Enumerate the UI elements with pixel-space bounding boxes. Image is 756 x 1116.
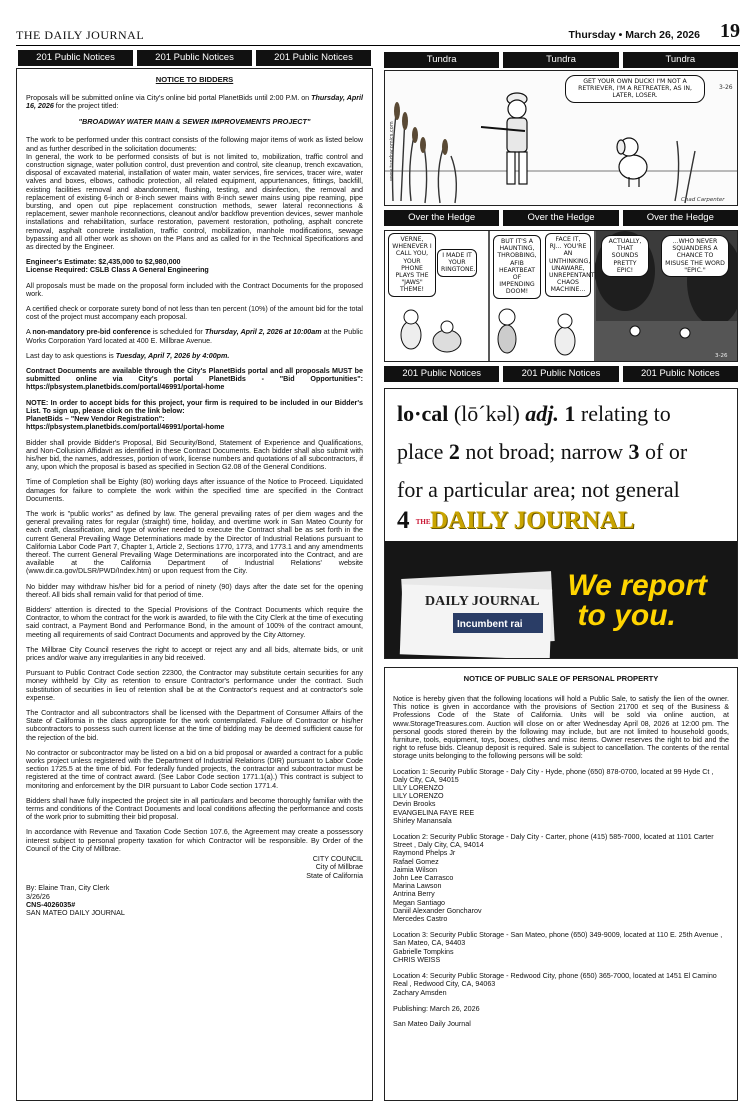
paragraph: The work to be performed under this contract consists of the following major items of work as listed below and as further described in the solicitation documents: bbox=[26, 136, 363, 153]
tenant-name: Marina Lawson bbox=[393, 882, 442, 891]
tundra-website: www.tundracomics.com bbox=[389, 121, 395, 181]
tenant-name: Jaimia Wilson bbox=[393, 865, 438, 874]
sale-intro: Notice is hereby given that the following locations will hold a Public Sale, to satisfy the lien of the owner. This notice is given in accordance with the provisions of Section 21700 et seq of the Business & Professions Code of the State of California. Units will be sold via online auction, at www.StorageTreasures.com. Auction will close on or after Wednesday April 08, 2026 at 12:00 pm. The personal goods stored therein by the following may include, but are not limited to household goods, furniture, tools, equipment, toys, boxes, clothes and misc items. Owner reserves the right to bid and the right to refuse bids. Cleanup deposit is required. Sale is subject to cancellation. The contents of the rental storage units belonging to the following persons will be sold: bbox=[393, 695, 729, 761]
tenant-name: Mercedes Castro bbox=[393, 915, 448, 924]
over-the-hedge-comic bbox=[384, 230, 738, 362]
paragraph: Bidder shall provide Bidder's Proposal, Bid Security/Bond, Statement of Experience and Qualifications, and Non-Collusion Affidavit as identified in these Contract Documents. Each bidder shall also submit with his/her bid, the names, addresses, portion of work, license numbers and quotations of all subcontractors, if any, upon which the proposal is based as specified in Section G2.08 of the General Conditions. bbox=[26, 438, 363, 472]
ad-line-1: lo·cal (lō´kəl) adj. 1 relating to bbox=[397, 401, 671, 426]
paragraph: NOTE: In order to accept bids for this project, your firm is required to be included in our Bidder's List. To sign up, please click on the link below: PlanetBids – "New Vendor Registration": https://pbsystem.planetbids.com/portal/46991/portal-home bbox=[26, 398, 363, 432]
publisher: San Mateo Daily Journal bbox=[393, 1019, 471, 1028]
signature-block: CITY COUNCIL City of Millbrae State of California bbox=[306, 855, 363, 880]
tenant-name: Megan Santiago bbox=[393, 898, 446, 907]
tenant-name: LILY LORENZO bbox=[393, 792, 444, 801]
paragraph: Contract Documents are available through the City's PlanetBids portal and all proposals MUST be submitted online via City's portal PlanetBids - "Bid Opportunities": https://pbsystem.planetbids.com/portal/46991/portal-home bbox=[26, 367, 363, 392]
issue-date: Thursday • March 26, 2026 bbox=[568, 29, 700, 41]
sale-location bbox=[393, 931, 729, 964]
paragraph: Pursuant to Public Contract Code section 22300, the Contractor may substitute certain securities for any money withheld by City as retention to ensure Contractor's performance under the contract. Such substitution of securities in lieu of retention shall be at the Contractor's request and at contractor's sole expense. bbox=[26, 669, 363, 702]
paragraph: Bidders' attention is directed to the Special Provisions of the Contract Documents which require the Contractor, to whom the contract for the work is awarded, to file with the City Clerk at the time of executing said contract, a Payment Bond and Performance Bond, in the amount of 100% of the contract amount, meeting all requirements of said Contract Documents and approved by the City Attorney. bbox=[26, 605, 363, 639]
byline: By: Elaine Tran, City Clerk 3/26/26 CNS-4026035# SAN MATEO DAILY JOURNAL bbox=[26, 884, 125, 918]
hedge-tabs bbox=[384, 210, 738, 226]
location-header: Location 1: Security Public Storage - Daly City - Hyde, phone (650) 878-0700, located at 99 Hyde Ct , Daly City, CA, 94015 bbox=[393, 767, 714, 784]
newspaper-stack-image bbox=[393, 541, 563, 659]
tenant-name: Devin Brooks bbox=[393, 800, 436, 809]
tundra-signature: Chad Carpenter bbox=[681, 197, 725, 203]
section-tab-over-the-hedge: Over the Hedge bbox=[623, 210, 738, 226]
svg-text:DAILY JOURNAL: DAILY JOURNAL bbox=[425, 594, 540, 609]
section-tab-tundra: Tundra bbox=[623, 52, 738, 68]
ad-black-panel bbox=[385, 541, 737, 658]
ad-logo-text: DAILY JOURNAL bbox=[430, 507, 635, 534]
page-number: 19 bbox=[720, 20, 740, 42]
sale-location bbox=[393, 768, 729, 825]
ad-line-3: for a particular area; not general bbox=[397, 477, 680, 502]
tenant-name: Antrina Berry bbox=[393, 890, 435, 899]
hedge-bubble-6: ...WHO NEVER SQUANDERS A CHANCE TO MISUSE THE WORD "EPIC." bbox=[661, 235, 729, 277]
section-tab-public-notices: 201 Public Notices bbox=[137, 50, 252, 66]
paragraph: No contractor or subcontractor may be listed on a bid on a bid proposal or awarded a contract for a public works project unless registered with the Department of Industrial Relations (DIR) pursuant to Labor Code section 1725.5 at the time of bid. For federally funded projects, the contractor and subcontractor must be registered at the time of contract award. (See Labor Code section 1771.1(a).) This contract is subject to monitoring and enforcement by the DIR pursuant to Labor Code section 1771.4. bbox=[26, 748, 363, 790]
tenant-name: John Lee Carrasco bbox=[393, 874, 454, 883]
location-header: Location 2: Security Public Storage - Daly City - Carter, phone (415) 585-7000, located at 1101 Carter Street , Daly City, CA, 94014 bbox=[393, 833, 714, 850]
section-tab-tundra: Tundra bbox=[384, 52, 499, 68]
tundra-comic bbox=[384, 70, 738, 206]
paragraph: The work is "public works" as defined by law. The general prevailing rates of per diem wages and the general prevailing rates for regular (straight) time, holiday, and overtime work in San Mateo County for each craft, classification, and type of worker needed to execute the Contract shall be as set forth in the current General Prevailing Wage Determinations made by the Director of Industrial Relations pursuant to California Labor Code Part 7, Chapter 1, Article 2, Sections 1770, 1773, and 1773.1 and any amendments thereof. The current General Prevailing Wage Determinations are incorporated into the Contract, and are available at the California Department of Industrial Relations' website (www.dir.ca.gov/DLSR/PWD/Index.htm) or upon request from the City. bbox=[26, 509, 363, 576]
ad-slogan: We report to you. bbox=[567, 569, 707, 632]
section-tab-tundra: Tundra bbox=[503, 52, 618, 68]
hedge-bubble-1: VERNE, WHENEVER I CALL YOU, YOUR PHONE PLAYS THE "JAWS" THEME! bbox=[388, 233, 436, 297]
tenant-name: CHRIS WEISS bbox=[393, 955, 441, 964]
tenant-name: EVANGELINA FAYE REE bbox=[393, 808, 475, 817]
paragraph: All proposals must be made on the proposal form included with the Contract Documents for the proposed work. bbox=[26, 281, 363, 298]
paragraph: Time of Completion shall be Eighty (80) working days after issuance of the Notice to Proceed. Liquidated damages for failure to complete the work within the specified time are specified in the Contract Documents. bbox=[26, 478, 363, 503]
sale-location bbox=[393, 972, 729, 997]
paragraph: Bidders shall have fully inspected the project site in all particulars and become thoroughly familiar with the terms and conditions of the Contract Documents and local conditions affecting the performance and costs of the work prior to submitting their bid proposal. bbox=[26, 796, 363, 822]
section-tab-over-the-hedge: Over the Hedge bbox=[384, 210, 499, 226]
tenant-name: Gabrielle Tompkins bbox=[393, 947, 454, 956]
paragraph: A non-mandatory pre-bid conference is scheduled for Thursday, April 2, 2026 at 10:00am at the Public Works Corporation Yard located at 400 E. Millbrae Avenue. bbox=[26, 328, 363, 345]
masthead bbox=[16, 20, 740, 46]
tundra-tabs bbox=[384, 52, 738, 68]
paragraph: Last day to ask questions is Tuesday, April 7, 2026 by 4:00pm. bbox=[26, 351, 230, 360]
tenant-name: Raymond Phelps Jr bbox=[393, 849, 456, 858]
svg-text:Incumbent rai: Incumbent rai bbox=[457, 619, 523, 630]
section-tab-over-the-hedge: Over the Hedge bbox=[503, 210, 618, 226]
paper-name: THE DAILY JOURNAL bbox=[16, 28, 145, 42]
paragraph: The Millbrae City Council reserves the right to accept or reject any and all bids, alternate bids, or unit prices and/or waive any irregularities in any bid received. bbox=[26, 645, 363, 662]
section-tab-public-notices: 201 Public Notices bbox=[503, 366, 618, 382]
section-tab-public-notices: 201 Public Notices bbox=[384, 366, 499, 382]
tenant-name: Shirley Manansala bbox=[393, 816, 452, 825]
project-title: "BROADWAY WATER MAIN & SEWER IMPROVEMENTS PROJECT" bbox=[78, 117, 311, 127]
section-tab-public-notices: 201 Public Notices bbox=[623, 366, 738, 382]
paragraph: No bidder may withdraw his/her bid for a period of ninety (90) days after the date set for the opening thereof. All bids shall remain valid for that period of time. bbox=[26, 582, 363, 599]
paragraph: A certified check or corporate surety bond of not less than ten percent (10%) of the amount bid for the total cost of the project must accompany each proposal. bbox=[26, 305, 363, 322]
tenant-name: Zachary Amsden bbox=[393, 988, 447, 997]
ad-line-2: place 2 not broad; narrow 3 of or bbox=[397, 439, 688, 464]
hedge-bubble-2: I MADE IT YOUR RINGTONE. bbox=[437, 249, 477, 277]
paragraph: The Contractor and all subcontractors shall be licensed with the Department of Consumer Affairs of the State of California in the class appropriate for the work contemplated. Failure of Contractor or his/her subcontractors to possess such current license at the time of bidding may be deemed sufficient cause for the rejection of the bid. bbox=[26, 708, 363, 742]
location-header: Location 3: Security Public Storage - San Mateo, phone (650) 349-9009, located at 110 E. 25th Avenue , San Mateo, CA, 94403 bbox=[393, 931, 723, 948]
notice-title: NOTICE OF PUBLIC SALE OF PERSONAL PROPERTY bbox=[463, 674, 659, 683]
mid-section-tabs bbox=[384, 366, 738, 382]
ad-the-label: THE bbox=[415, 517, 431, 526]
hedge-bubble-3: BUT IT'S A HAUNTING, THROBBING, AFIB HEARTBEAT OF IMPENDING DOOM! bbox=[493, 235, 541, 299]
section-tab-public-notices: 201 Public Notices bbox=[256, 50, 371, 66]
left-section-tabs bbox=[18, 50, 371, 66]
publishing-line: Publishing: March 26, 2026 bbox=[393, 1004, 480, 1013]
tundra-date: 3-26 bbox=[719, 84, 733, 91]
location-header: Location 4: Security Public Storage - Redwood City, phone (650) 365-7000, located at 1451 El Camino Real , Redwood City, CA, 94063 bbox=[393, 972, 717, 989]
notice-title: NOTICE TO BIDDERS bbox=[155, 75, 234, 84]
section-tab-public-notices: 201 Public Notices bbox=[18, 50, 133, 66]
paragraph: Proposals will be submitted online via City's online bid portal PlanetBids until 2:00 P.M. on Thursday, April 16, 2026 for the project titled: bbox=[26, 94, 364, 111]
hedge-date: 3-26 bbox=[715, 353, 728, 359]
tenant-name: Rafael Gomez bbox=[393, 857, 439, 866]
ad-line-4: 4 THE DAILY JOURNAL bbox=[397, 507, 635, 534]
sale-location bbox=[393, 833, 729, 923]
tenant-name: LILY LORENZO bbox=[393, 784, 444, 793]
notice-to-bidders bbox=[16, 68, 373, 1101]
notice-public-sale bbox=[384, 667, 738, 1101]
hedge-bubble-5: ACTUALLY, THAT SOUNDS PRETTY EPIC! bbox=[601, 235, 649, 277]
daily-journal-ad bbox=[384, 388, 738, 659]
sale-locations bbox=[393, 768, 729, 997]
hedge-bubble-4: FACE IT, RJ... YOU'RE AN UNTHINKING, UNAWARE, UNREPENTANT CHAOS MACHINE... bbox=[545, 233, 591, 297]
paragraph: In general, the work to be performed consists of but is not limited to, mobilization, traffic control and construction signage, water pollution control, dust prevention and control, site cleanup, trench excavation, disposal of excavated material, installation of water main, water services, fire services, tracer wire, water valves and boxes, elbows, cathodic protection, all related equipment, appurtenances, fittings, backfill, existing facilities removal and abandonment, flushing, testing, and disinfection, the removal and replacement of existing 6-inch or 8-inch sewer mains with 8-inch sewer mains using pipe reaming, pipe bursting, and open cut pipe replacement construction methods, sewer lateral reconnections & replacement, sewer manhole reconnections, cleanout and/or backflow prevention devices, sewer manhole installations and rehabilitation, surface restoration, pavement restoration, potholing, asphalt concrete removal, asphalt concrete installation, traffic control, mobilization, manhole modifications, sewage bypassing and all other work as shown on the Plans and as called for in the Technical Specifications and as directed by the Engineer. bbox=[26, 152, 363, 252]
tundra-speech-bubble: GET YOUR OWN DUCK! I'M NOT A RETRIEVER, I'M A RETREATER, AS IN, LATER, LOSER. bbox=[565, 75, 705, 103]
tenant-name: Daniil Alexander Goncharov bbox=[393, 906, 482, 915]
estimate-block: Engineer's Estimate: $2,435,000 to $2,980,000 License Required: CSLB Class A General Engineering bbox=[26, 258, 209, 275]
paragraph: In accordance with Revenue and Taxation Code Section 107.6, the Agreement may create a possessory interest subject to personal property taxation for which Contractor will be responsible. By Order of the Council of the City of Millbrae. bbox=[26, 828, 363, 853]
